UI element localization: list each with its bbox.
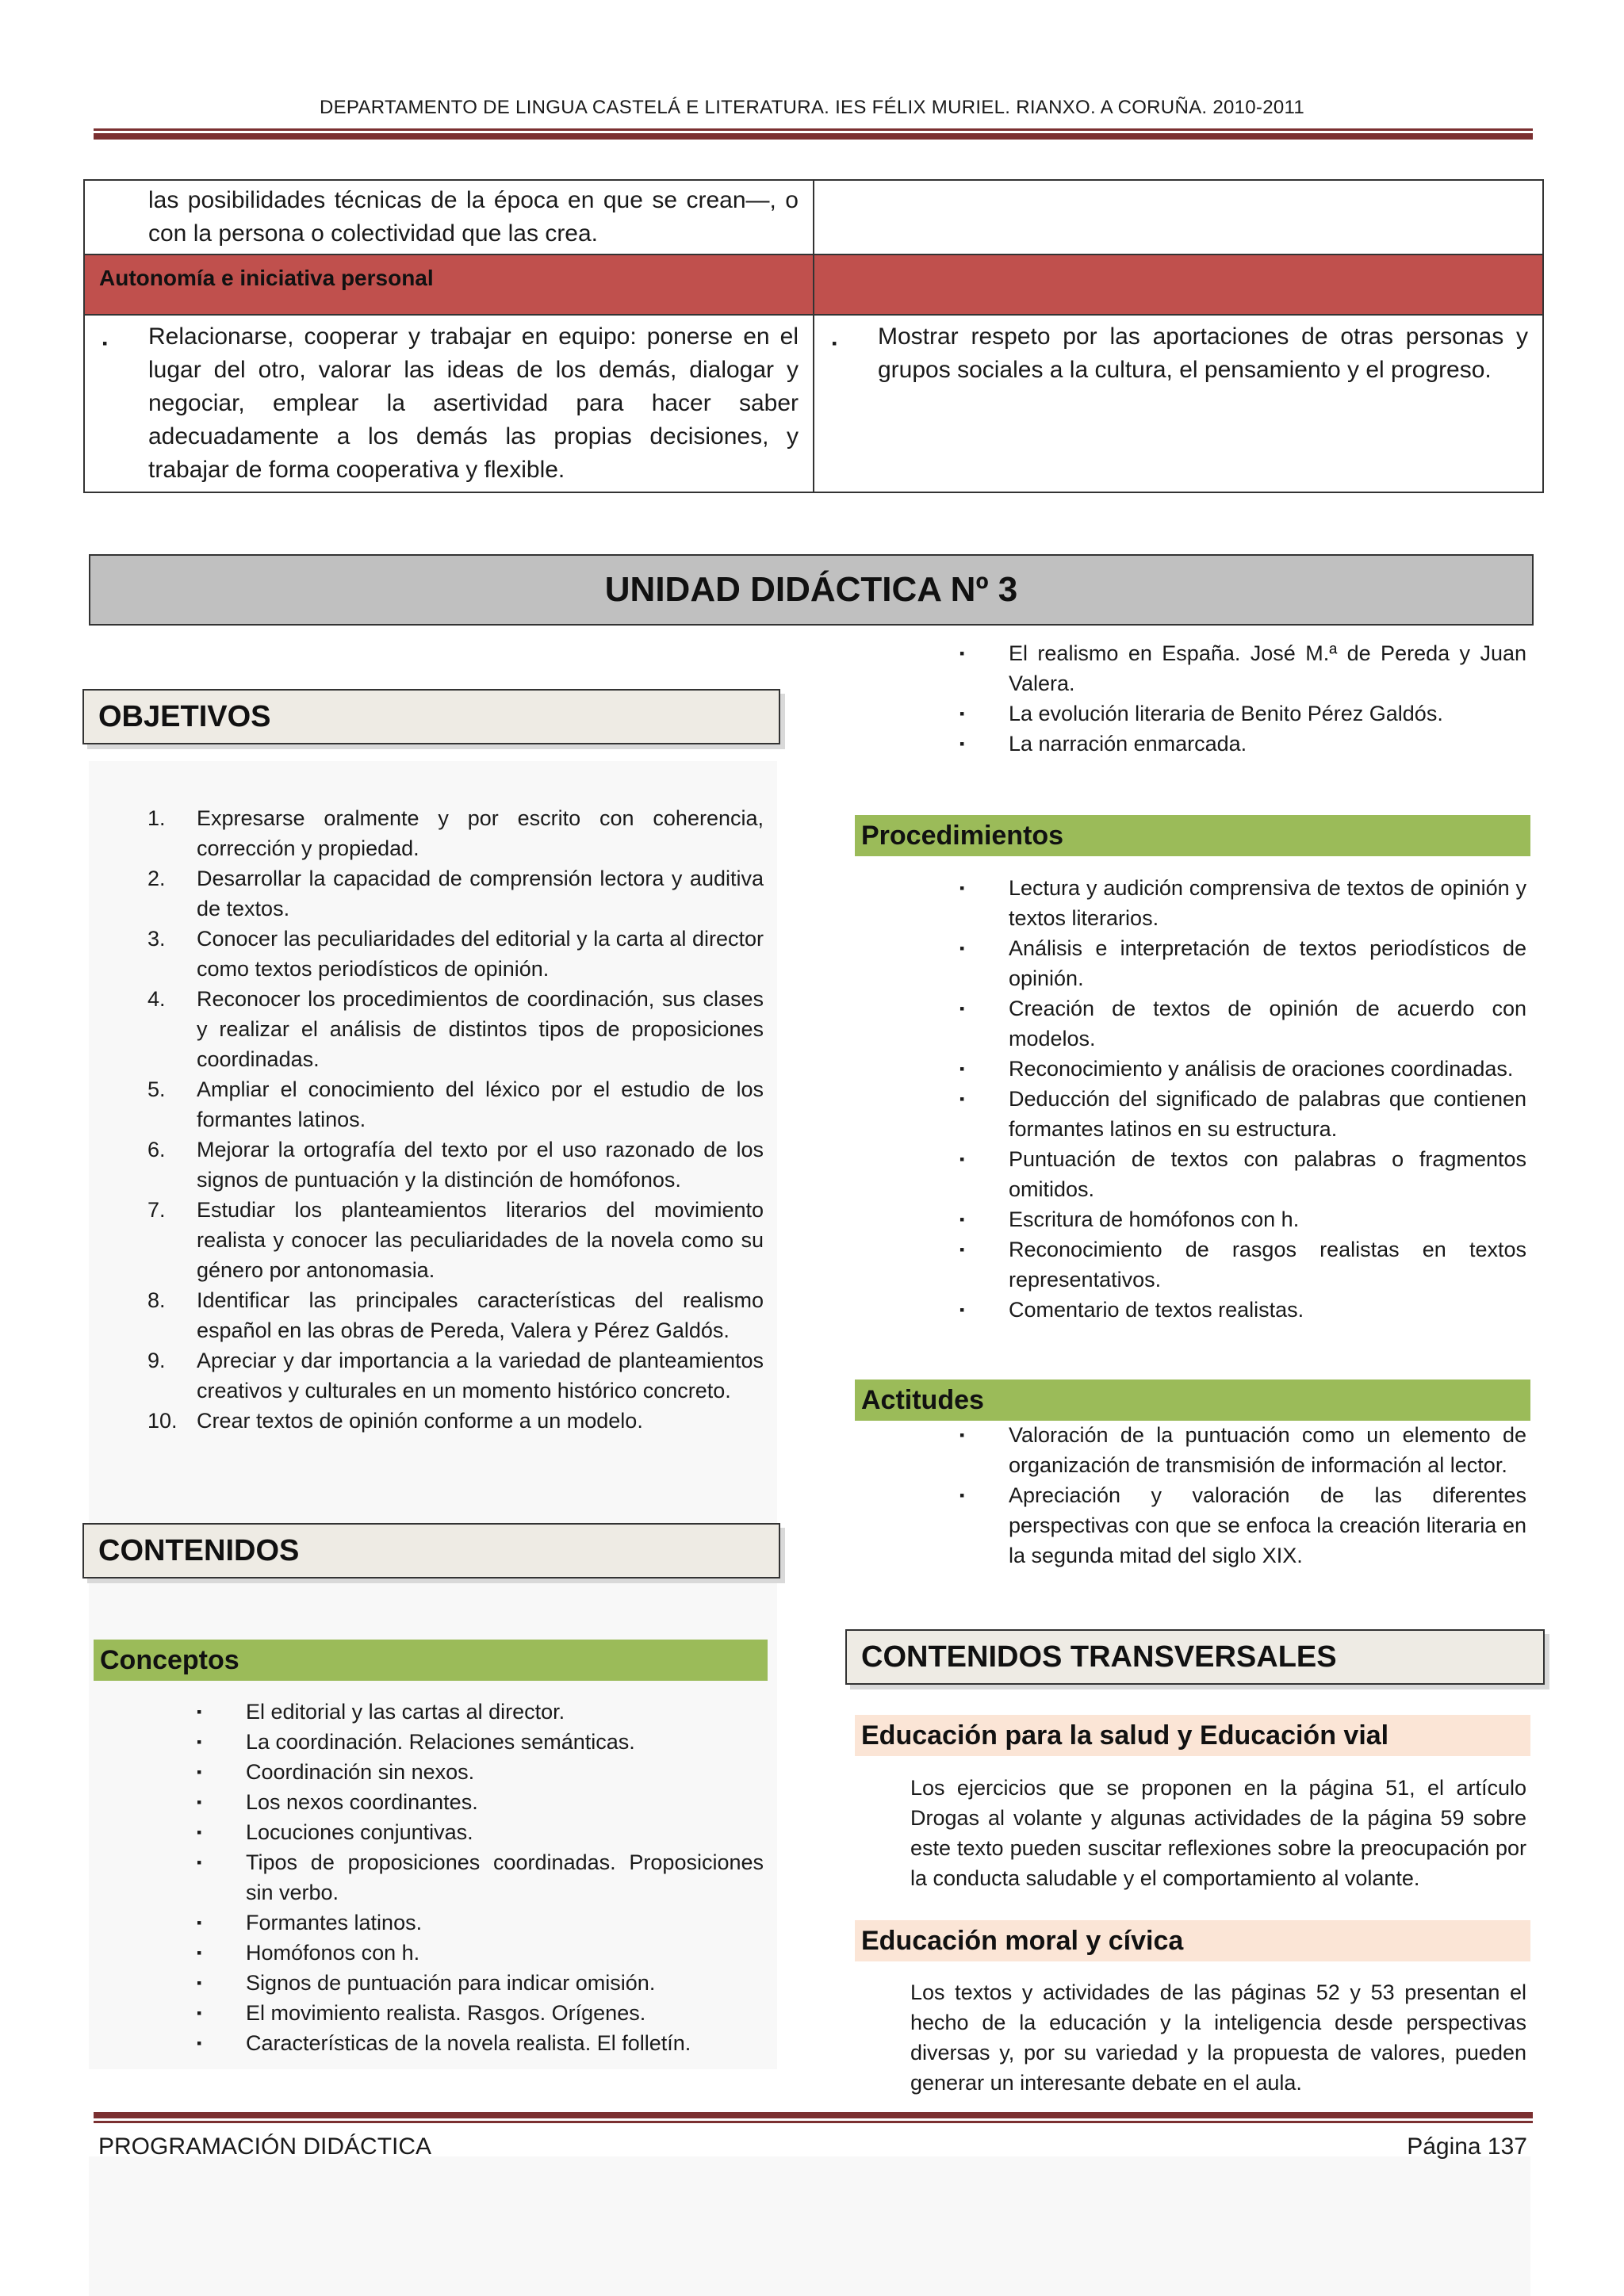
list-item: ▪ Comentario de textos realistas. bbox=[959, 1295, 1526, 1325]
bullet-icon: ▪ bbox=[959, 645, 965, 661]
actitudes-heading: Actitudes bbox=[855, 1380, 1530, 1421]
list-item: ▪ Deducción del significado de palabras que contienen formantes latinos en su estructura. bbox=[959, 1084, 1526, 1144]
list-item: ▪ Los nexos coordinantes. bbox=[197, 1787, 764, 1817]
list-item: 1. Expresarse oralmente y por escrito con coherencia, corrección y propiedad. bbox=[147, 806, 764, 860]
moral-heading: Educación moral y cívica bbox=[855, 1920, 1530, 1961]
footer-background bbox=[89, 2156, 1530, 2296]
table-section-header bbox=[814, 254, 1543, 315]
procedimientos-list bbox=[959, 873, 1526, 1325]
list-item: ▪ Homófonos con h. bbox=[197, 1938, 764, 1968]
list-item: ▪ Lectura y audición comprensiva de textos de opinión y textos literarios. bbox=[959, 873, 1526, 933]
competencies-table bbox=[83, 179, 1544, 493]
list-item: 6. Mejorar la ortografía del texto por el uso razonado de los signos de puntuación y la distinción de homófonos. bbox=[147, 1138, 764, 1192]
list-item: 10. Crear textos de opinión conforme a un modelo. bbox=[147, 1409, 643, 1433]
bullet-icon: ▪ bbox=[197, 2035, 202, 2051]
list-item: 7. Estudiar los planteamientos literarios del movimiento realista y conocer las peculiaridades de la novela como su género por antonomasia. bbox=[147, 1198, 764, 1282]
salud-paragraph: Los ejercicios que se proponen en la página 51, el artículo Drogas al volante y algunas actividades de la página 59 sobre este texto pueden suscitar reflexiones sobre la preocupación por la conducta saludable y el comportamiento al volante. bbox=[910, 1776, 1526, 1890]
list-item: ▪ Reconocimiento y análisis de oraciones coordinadas. bbox=[959, 1054, 1526, 1084]
table-section-header: Autonomía e iniciativa personal bbox=[84, 254, 814, 315]
bullet-icon: ▪ bbox=[197, 1764, 202, 1780]
transversales-heading: CONTENIDOS TRANSVERSALES bbox=[845, 1629, 1545, 1685]
table-cell: ▪ Relacionarse, cooperar y trabajar en equipo: ponerse en el lugar del otro, valorar las ideas de los demás, dialogar y negociar, emplear la asertividad para hacer saber adecuadamente a los demás las propias decisiones, y trabajar de forma cooperativa y flexible. bbox=[84, 315, 814, 492]
list-item: ▪ La evolución literaria de Benito Pérez Galdós. bbox=[959, 698, 1526, 729]
list-item: ▪ Análisis e interpretación de textos periodísticos de opinión. bbox=[959, 933, 1526, 993]
conceptos-list-continued bbox=[959, 638, 1526, 759]
bullet-icon: ▪ bbox=[832, 335, 837, 351]
table-cell: ▪ Mostrar respeto por las aportaciones de otras personas y grupos sociales a la cultura, el pensamiento y el progreso. bbox=[814, 315, 1543, 492]
bullet-icon: ▪ bbox=[959, 706, 965, 721]
list-item: ▪ La coordinación. Relaciones semánticas. bbox=[197, 1727, 764, 1757]
bullet-icon: ▪ bbox=[197, 1854, 202, 1870]
actitudes-list bbox=[959, 1420, 1526, 1571]
footer-title: PROGRAMACIÓN DIDÁCTICA bbox=[98, 2133, 432, 2160]
list-item: ▪ Locuciones conjuntivas. bbox=[197, 1817, 764, 1847]
objetivos-list bbox=[147, 803, 764, 1436]
conceptos-list bbox=[197, 1697, 764, 2058]
list-item: ▪ Escritura de homófonos con h. bbox=[959, 1204, 1526, 1234]
list-item: ▪ Puntuación de textos con palabras o fragmentos omitidos. bbox=[959, 1144, 1526, 1204]
procedimientos-heading: Procedimientos bbox=[855, 815, 1530, 856]
list-item: 9. Apreciar y dar importancia a la variedad de planteamientos creativos y culturales en un momento histórico concreto. bbox=[147, 1349, 764, 1402]
page-header: DEPARTAMENTO DE LINGUA CASTELÁ E LITERATURA. IES FÉLIX MURIEL. RIANXO. A CORUÑA. 2010-2011 bbox=[319, 97, 1305, 118]
bullet-icon: ▪ bbox=[959, 940, 965, 956]
list-item: 3. Conocer las peculiaridades del editorial y la carta al director como textos periodísticos de opinión. bbox=[147, 927, 764, 981]
list-item: 2. Desarrollar la capacidad de comprensión lectora y auditiva de textos. bbox=[147, 867, 764, 920]
bullet-icon: ▪ bbox=[959, 1091, 965, 1107]
list-item: ▪ Signos de puntuación para indicar omisión. bbox=[197, 1968, 764, 1998]
table-cell: las posibilidades técnicas de la época en que se crean—, o con la persona o colectividad que las crea. bbox=[84, 180, 814, 254]
bullet-icon: ▪ bbox=[959, 1242, 965, 1257]
bullet-icon: ▪ bbox=[959, 1302, 965, 1318]
list-item: ▪ Creación de textos de opinión de acuerdo con modelos. bbox=[959, 993, 1526, 1054]
salud-heading: Educación para la salud y Educación vial bbox=[855, 1715, 1530, 1756]
list-item: ▪ Reconocimiento de rasgos realistas en textos representativos. bbox=[959, 1234, 1526, 1295]
list-item: ▪ La narración enmarcada. bbox=[959, 729, 1526, 759]
contenidos-heading: CONTENIDOS bbox=[82, 1523, 780, 1578]
bullet-icon: ▪ bbox=[959, 1151, 965, 1167]
bullet-icon: ▪ bbox=[197, 1975, 202, 1991]
list-item: ▪ Tipos de proposiciones coordinadas. Proposiciones sin verbo. bbox=[197, 1847, 764, 1908]
bullet-icon: ▪ bbox=[197, 1945, 202, 1961]
bullet-icon: ▪ bbox=[197, 2005, 202, 2021]
unit-title: UNIDAD DIDÁCTICA Nº 3 bbox=[89, 554, 1534, 626]
bullet-icon: ▪ bbox=[959, 880, 965, 896]
bullet-icon: ▪ bbox=[197, 1794, 202, 1810]
moral-paragraph: Los textos y actividades de las páginas 52 y 53 presentan el hecho de la educación y la inteligencia desde perspectivas diversas y, por su variedad y la propuesta de valores, pueden generar un interesante debate en el aula. bbox=[910, 1980, 1526, 2095]
bullet-icon: ▪ bbox=[959, 1001, 965, 1016]
list-item: ▪ Apreciación y valoración de las diferentes perspectivas con que se enfoca la creación literaria en la segunda mitad del siglo XIX. bbox=[959, 1480, 1526, 1571]
objetivos-heading: OBJETIVOS bbox=[82, 689, 780, 744]
list-item: ▪ Coordinación sin nexos. bbox=[197, 1757, 764, 1787]
list-item: 4. Reconocer los procedimientos de coordinación, sus clases y realizar el análisis de distintos tipos de proposiciones coordinadas. bbox=[147, 987, 764, 1071]
bullet-icon: ▪ bbox=[959, 1487, 965, 1503]
page-number: Página 137 bbox=[1407, 2133, 1527, 2160]
bullet-icon: ▪ bbox=[959, 1427, 965, 1443]
list-item: ▪ Características de la novela realista. El folletín. bbox=[197, 2028, 764, 2058]
bullet-icon: ▪ bbox=[197, 1824, 202, 1840]
list-item: ▪ El realismo en España. José M.ª de Pereda y Juan Valera. bbox=[959, 638, 1526, 698]
bullet-icon: ▪ bbox=[959, 1211, 965, 1227]
bullet-icon: ▪ bbox=[102, 335, 108, 351]
list-item: ▪ El movimiento realista. Rasgos. Orígenes. bbox=[197, 1998, 764, 2028]
header-rule bbox=[94, 128, 1533, 140]
bullet-icon: ▪ bbox=[197, 1704, 202, 1720]
list-item: 8. Identificar las principales características del realismo español en las obras de Pereda, Valera y Pérez Galdós. bbox=[147, 1288, 764, 1342]
conceptos-heading: Conceptos bbox=[94, 1640, 768, 1681]
list-item: ▪ Formantes latinos. bbox=[197, 1908, 764, 1938]
footer-rule bbox=[94, 2112, 1533, 2123]
bullet-icon: ▪ bbox=[959, 736, 965, 752]
list-item: ▪ El editorial y las cartas al director. bbox=[197, 1697, 764, 1727]
bullet-icon: ▪ bbox=[959, 1061, 965, 1077]
table-cell bbox=[814, 180, 1543, 254]
list-item: 5. Ampliar el conocimiento del léxico por el estudio de los formantes latinos. bbox=[147, 1077, 764, 1131]
list-item: ▪ Valoración de la puntuación como un elemento de organización de transmisión de información al lector. bbox=[959, 1420, 1526, 1480]
bullet-icon: ▪ bbox=[197, 1734, 202, 1750]
bullet-icon: ▪ bbox=[197, 1915, 202, 1931]
